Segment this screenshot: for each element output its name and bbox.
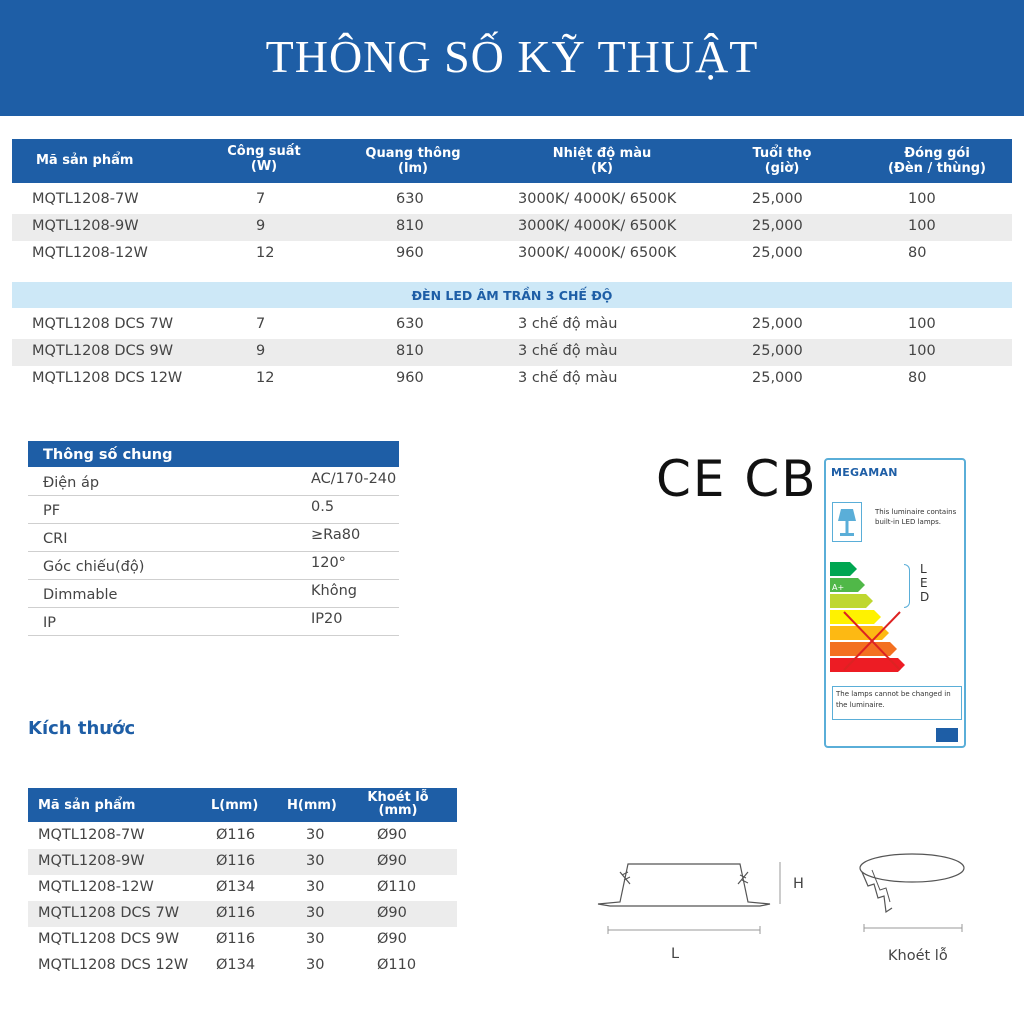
cell-lumen: 960 xyxy=(396,245,424,261)
cell-model: MQTL1208 DCS 9W xyxy=(32,343,174,359)
cell-h: 30 xyxy=(306,957,325,973)
cell-pack: 80 xyxy=(908,245,927,261)
led-bracket xyxy=(904,564,910,608)
spec-key: Điện áp xyxy=(43,475,100,491)
cell-cut: Ø110 xyxy=(377,957,417,973)
table-row xyxy=(12,339,1012,366)
header-pack: Đóng gói (Đèn / thùng) xyxy=(888,146,986,176)
cell-power: 12 xyxy=(256,245,275,261)
cell-life: 25,000 xyxy=(752,316,803,332)
led-letters: L E D xyxy=(920,562,930,604)
cell-l: Ø134 xyxy=(216,879,256,895)
cell-cct: 3 chế độ màu xyxy=(518,343,618,359)
spec-row xyxy=(28,552,399,580)
cell-model: MQTL1208-12W xyxy=(32,245,148,261)
title-banner xyxy=(0,0,1024,116)
cell-h: 30 xyxy=(306,931,325,947)
table-row xyxy=(28,953,457,979)
cutout-drawing xyxy=(852,846,970,936)
spec-key: IP xyxy=(43,615,57,631)
certification-marks: CE CB xyxy=(656,450,818,508)
energy-label xyxy=(824,458,966,748)
dim-header-model: Mã sản phẩm xyxy=(38,798,136,813)
cell-lumen: 810 xyxy=(396,218,424,234)
cell-lumen: 630 xyxy=(396,316,424,332)
cell-cut: Ø110 xyxy=(377,879,417,895)
cell-lumen: 810 xyxy=(396,343,424,359)
dimensions-title: Kích thước xyxy=(28,718,136,739)
cell-model: MQTL1208-7W xyxy=(38,827,145,843)
label-cutout: Khoét lỗ xyxy=(888,948,948,964)
spec-key: PF xyxy=(43,503,61,519)
cell-pack: 100 xyxy=(908,343,936,359)
spec-value: 0.5 xyxy=(311,499,335,515)
cell-power: 9 xyxy=(256,343,266,359)
cell-power: 9 xyxy=(256,218,266,234)
cell-cct: 3 chế độ màu xyxy=(518,370,618,386)
spec-table-header xyxy=(12,139,1012,183)
cell-l: Ø116 xyxy=(216,853,256,869)
cell-life: 25,000 xyxy=(752,191,803,207)
table-row xyxy=(12,366,1012,393)
cell-model: MQTL1208 DCS 9W xyxy=(38,931,180,947)
spec-value: AC/170-240 xyxy=(311,471,397,487)
lamp-icon xyxy=(832,502,862,542)
energy-label-brand: MEGAMAN xyxy=(831,466,898,479)
cell-l: Ø116 xyxy=(216,931,256,947)
table-row xyxy=(28,849,457,875)
cell-model: MQTL1208 DCS 7W xyxy=(32,316,174,332)
dim-header-cut: Khoét lỗ (mm) xyxy=(367,790,429,818)
cell-model: MQTL1208 DCS 7W xyxy=(38,905,180,921)
section-band-3-modes: ĐÈN LED ÂM TRẦN 3 CHẾ ĐỘ xyxy=(12,282,1012,308)
cell-pack: 80 xyxy=(908,370,927,386)
cell-h: 30 xyxy=(306,879,325,895)
energy-note-lamps: The lamps cannot be changed in the luminaire. xyxy=(832,686,962,720)
spec-row xyxy=(28,608,399,636)
cell-cut: Ø90 xyxy=(377,853,407,869)
cell-h: 30 xyxy=(306,827,325,843)
header-model: Mã sản phẩm xyxy=(36,153,134,168)
cell-cut: Ø90 xyxy=(377,905,407,921)
table-row xyxy=(12,187,1012,214)
cell-life: 25,000 xyxy=(752,218,803,234)
cell-model: MQTL1208-9W xyxy=(32,218,139,234)
cell-cct: 3000K/ 4000K/ 6500K xyxy=(518,191,677,207)
cell-pack: 100 xyxy=(908,316,936,332)
cell-lumen: 960 xyxy=(396,370,424,386)
header-life: Tuổi thọ (giờ) xyxy=(752,146,812,176)
spec-row xyxy=(28,496,399,524)
cell-cct: 3000K/ 4000K/ 6500K xyxy=(518,218,677,234)
spec-key: CRI xyxy=(43,531,68,547)
cell-life: 25,000 xyxy=(752,343,803,359)
cell-cct: 3 chế độ màu xyxy=(518,316,618,332)
spec-key: Dimmable xyxy=(43,587,118,603)
cell-model: MQTL1208 DCS 12W xyxy=(38,957,189,973)
spec-value: Không xyxy=(311,583,357,599)
table-row xyxy=(28,875,457,901)
table-row xyxy=(12,214,1012,241)
cell-h: 30 xyxy=(306,905,325,921)
table-row xyxy=(12,312,1012,339)
cell-pack: 100 xyxy=(908,191,936,207)
dim-header-h: H(mm) xyxy=(287,798,337,813)
page-title: THÔNG SỐ KỸ THUẬT xyxy=(265,31,759,82)
dimensions-table-header xyxy=(28,788,457,822)
spec-value: IP20 xyxy=(311,611,343,627)
spec-value: ≥Ra80 xyxy=(311,527,361,543)
cell-lumen: 630 xyxy=(396,191,424,207)
cell-power: 12 xyxy=(256,370,275,386)
cell-l: Ø116 xyxy=(216,827,256,843)
downlight-profile-drawing xyxy=(590,850,790,940)
spec-row xyxy=(28,580,399,608)
cell-cut: Ø90 xyxy=(377,827,407,843)
table-row xyxy=(28,823,457,849)
cell-model: MQTL1208-7W xyxy=(32,191,139,207)
cell-model: MQTL1208-9W xyxy=(38,853,145,869)
header-cct: Nhiệt độ màu (K) xyxy=(552,146,652,176)
cell-pack: 100 xyxy=(908,218,936,234)
cell-power: 7 xyxy=(256,191,266,207)
spec-row xyxy=(28,468,399,496)
table-row xyxy=(28,927,457,953)
cell-l: Ø134 xyxy=(216,957,256,973)
cell-life: 25,000 xyxy=(752,370,803,386)
spec-key: Góc chiếu(độ) xyxy=(43,559,145,575)
table-row xyxy=(28,901,457,927)
energy-class-arrows xyxy=(830,560,910,680)
cell-life: 25,000 xyxy=(752,245,803,261)
general-specs-header: Thông số chung xyxy=(28,441,399,467)
label-l: L xyxy=(671,946,680,962)
eu-flag-icon xyxy=(936,728,958,742)
header-lumen: Quang thông (lm) xyxy=(365,146,461,176)
cell-cct: 3000K/ 4000K/ 6500K xyxy=(518,245,677,261)
cell-h: 30 xyxy=(306,853,325,869)
cell-power: 7 xyxy=(256,316,266,332)
energy-note-builtin: This luminaire contains built-in LED lamps. xyxy=(875,508,957,526)
spec-value: 120° xyxy=(311,555,346,571)
label-h: H xyxy=(793,876,804,892)
cell-model: MQTL1208 DCS 12W xyxy=(32,370,183,386)
cell-l: Ø116 xyxy=(216,905,256,921)
class-label: A+ xyxy=(832,583,845,592)
spec-row xyxy=(28,524,399,552)
table-row xyxy=(12,241,1012,268)
cell-cut: Ø90 xyxy=(377,931,407,947)
cell-model: MQTL1208-12W xyxy=(38,879,154,895)
header-power: Công suất (W) xyxy=(227,144,301,174)
dim-header-l: L(mm) xyxy=(211,798,259,813)
